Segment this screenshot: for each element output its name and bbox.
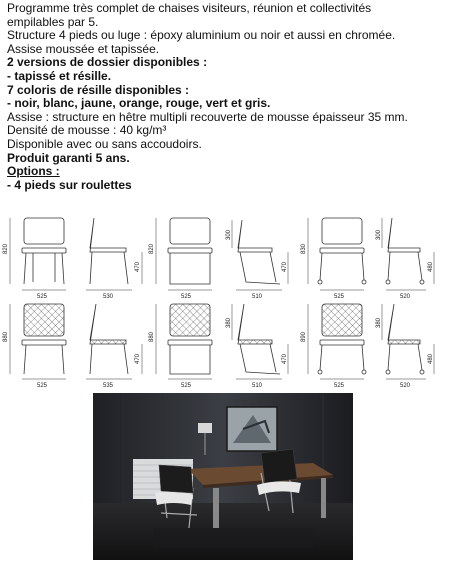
dim-label: 520: [400, 294, 411, 300]
mesh-chair-front-view-4-legs: [3, 304, 66, 389]
dim-label: 525: [334, 383, 345, 389]
mesh-chair-side-view-4-legs: [86, 304, 132, 389]
dim-label: 520: [400, 383, 411, 389]
dim-label: 525: [181, 383, 192, 389]
description-line: Structure 4 pieds ou luge : époxy aluminium ou noir et aussi en chromée.: [7, 28, 396, 43]
dim-label: 510: [252, 294, 263, 300]
dim-label: 470: [282, 261, 288, 272]
dim-label: 510: [252, 383, 263, 389]
mesh-chair-side-view-sled: [226, 304, 288, 389]
dim-label: 380: [376, 317, 382, 328]
chair-front-view-casters: [301, 218, 366, 300]
dim-label: 525: [37, 294, 48, 300]
dim-label: 300: [376, 229, 382, 240]
description-line: Assise moussée et tapissée.: [7, 41, 160, 56]
dim-label: 470: [135, 353, 141, 364]
dim-label: 880: [3, 331, 9, 342]
description-line: Programme très complet de chaises visiteurs, réunion et collectivités: [7, 1, 372, 15]
chair-side-view-casters: [376, 218, 434, 300]
dim-label: 300: [226, 229, 232, 240]
dim-label: 470: [135, 261, 141, 272]
chair-front-view-4-legs: [3, 218, 66, 300]
dim-label: 380: [226, 317, 232, 328]
assise-line: Assise : structure en hêtre multipli recouverte de mousse épaisseur 35 mm.: [7, 109, 408, 124]
dim-label: 820: [3, 243, 9, 254]
dossier-item: - tapissé et résille.: [7, 68, 112, 83]
dim-label: 530: [103, 294, 114, 300]
dim-label: 480: [428, 261, 434, 272]
meeting-room-photo: [93, 393, 353, 560]
resille-heading: 7 coloris de résille disponibles :: [7, 82, 190, 97]
dossier-heading: 2 versions de dossier disponibles :: [7, 55, 208, 70]
chair-dimension-drawings: [3, 212, 446, 389]
densite-line: Densité de mousse : 40 kg/m³: [7, 123, 167, 138]
dim-label: 525: [37, 383, 48, 389]
options-heading: Options :: [7, 164, 60, 179]
dim-label: 820: [149, 243, 155, 254]
garantie-line: Produit garanti 5 ans.: [7, 150, 130, 165]
accoudoirs-line: Disponible avec ou sans accoudoirs.: [7, 136, 202, 151]
chair-side-view-4-legs: [86, 218, 132, 300]
dim-label: 880: [149, 331, 155, 342]
dim-label: 480: [428, 353, 434, 364]
dim-label: 525: [181, 294, 192, 300]
dim-label: 535: [103, 383, 114, 389]
resille-item: - noir, blanc, jaune, orange, rouge, vert et gris.: [7, 96, 271, 111]
dim-label: 470: [282, 353, 288, 364]
options-item: - 4 pieds sur roulettes: [7, 177, 132, 192]
mesh-chair-front-view-sled: [135, 304, 212, 389]
mesh-chair-side-view-casters: [376, 304, 434, 389]
chair-side-view-sled: [226, 220, 288, 300]
chair-front-view-sled: [135, 218, 212, 300]
dim-label: 830: [301, 243, 307, 254]
mesh-chair-front-view-casters: [301, 304, 366, 389]
description-line: empilables par 5.: [7, 14, 99, 29]
dim-label: 525: [334, 294, 345, 300]
product-description: [7, 2, 447, 192]
dim-label: 890: [301, 331, 307, 342]
